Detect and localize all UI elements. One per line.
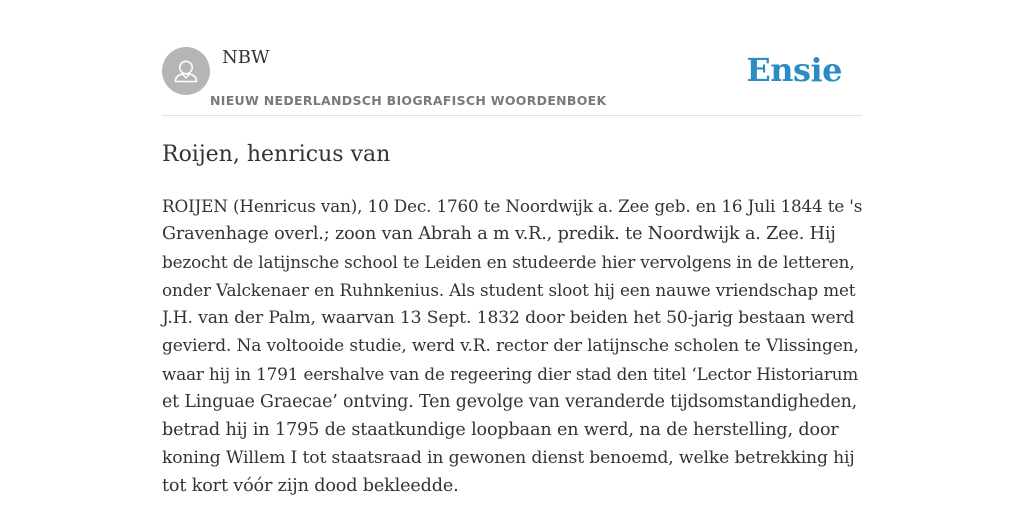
article-body-line: J.H. van der Palm, waarvan 13 Sept. 1832 door beiden het 50-jarig bestaan werd bbox=[162, 308, 855, 328]
article-body-line: bezocht de latijnsche school te Leiden en studeerde hier vervolgens in de letteren, bbox=[162, 252, 855, 272]
article-body-line: et Linguae Graecae’ ontving. Ten gevolge van veranderde tijdsomstandigheden, bbox=[162, 392, 858, 412]
source-fullname: NIEUW NEDERLANDSCH BIOGRAFISCH WOORDENBOEK bbox=[210, 93, 607, 108]
article-body-line: koning Willem I tot staatsraad in gewonen dienst benoemd, welke betrekking hij bbox=[162, 448, 855, 468]
article-body-line: ROIJEN (Henricus van), 10 Dec. 1760 te Noordwijk a. Zee geb. en 16 Juli 1844 te 's bbox=[162, 196, 863, 216]
source-name[interactable]: NBW bbox=[222, 47, 270, 68]
ensie-logo[interactable]: Ensie bbox=[746, 51, 842, 89]
article-body-line: Gravenhage overl.; zoon van Abrah a m v.R., predik. te Noordwijk a. Zee. Hij bbox=[162, 224, 836, 244]
user-icon[interactable] bbox=[162, 47, 210, 95]
article-body-line: tot kort vóór zijn dood bekleedde. bbox=[162, 476, 459, 496]
article-title: Roijen, henricus van bbox=[162, 142, 391, 167]
article-body-line: waar hij in 1791 eershalve van de regeering dier stad den titel ‘Lector Historiarum bbox=[162, 364, 859, 384]
article-body bbox=[162, 192, 862, 500]
article-body-line: onder Valckenaer en Ruhnkenius. Als student sloot hij een nauwe vriendschap met bbox=[162, 280, 856, 300]
article-body-line: gevierd. Na voltooide studie, werd v.R. rector der latijnsche scholen te Vlissingen, bbox=[162, 336, 859, 356]
source-header bbox=[162, 46, 862, 116]
article-body-line: betrad hij in 1795 de staatkundige loopbaan en werd, na de herstelling, door bbox=[162, 420, 839, 440]
